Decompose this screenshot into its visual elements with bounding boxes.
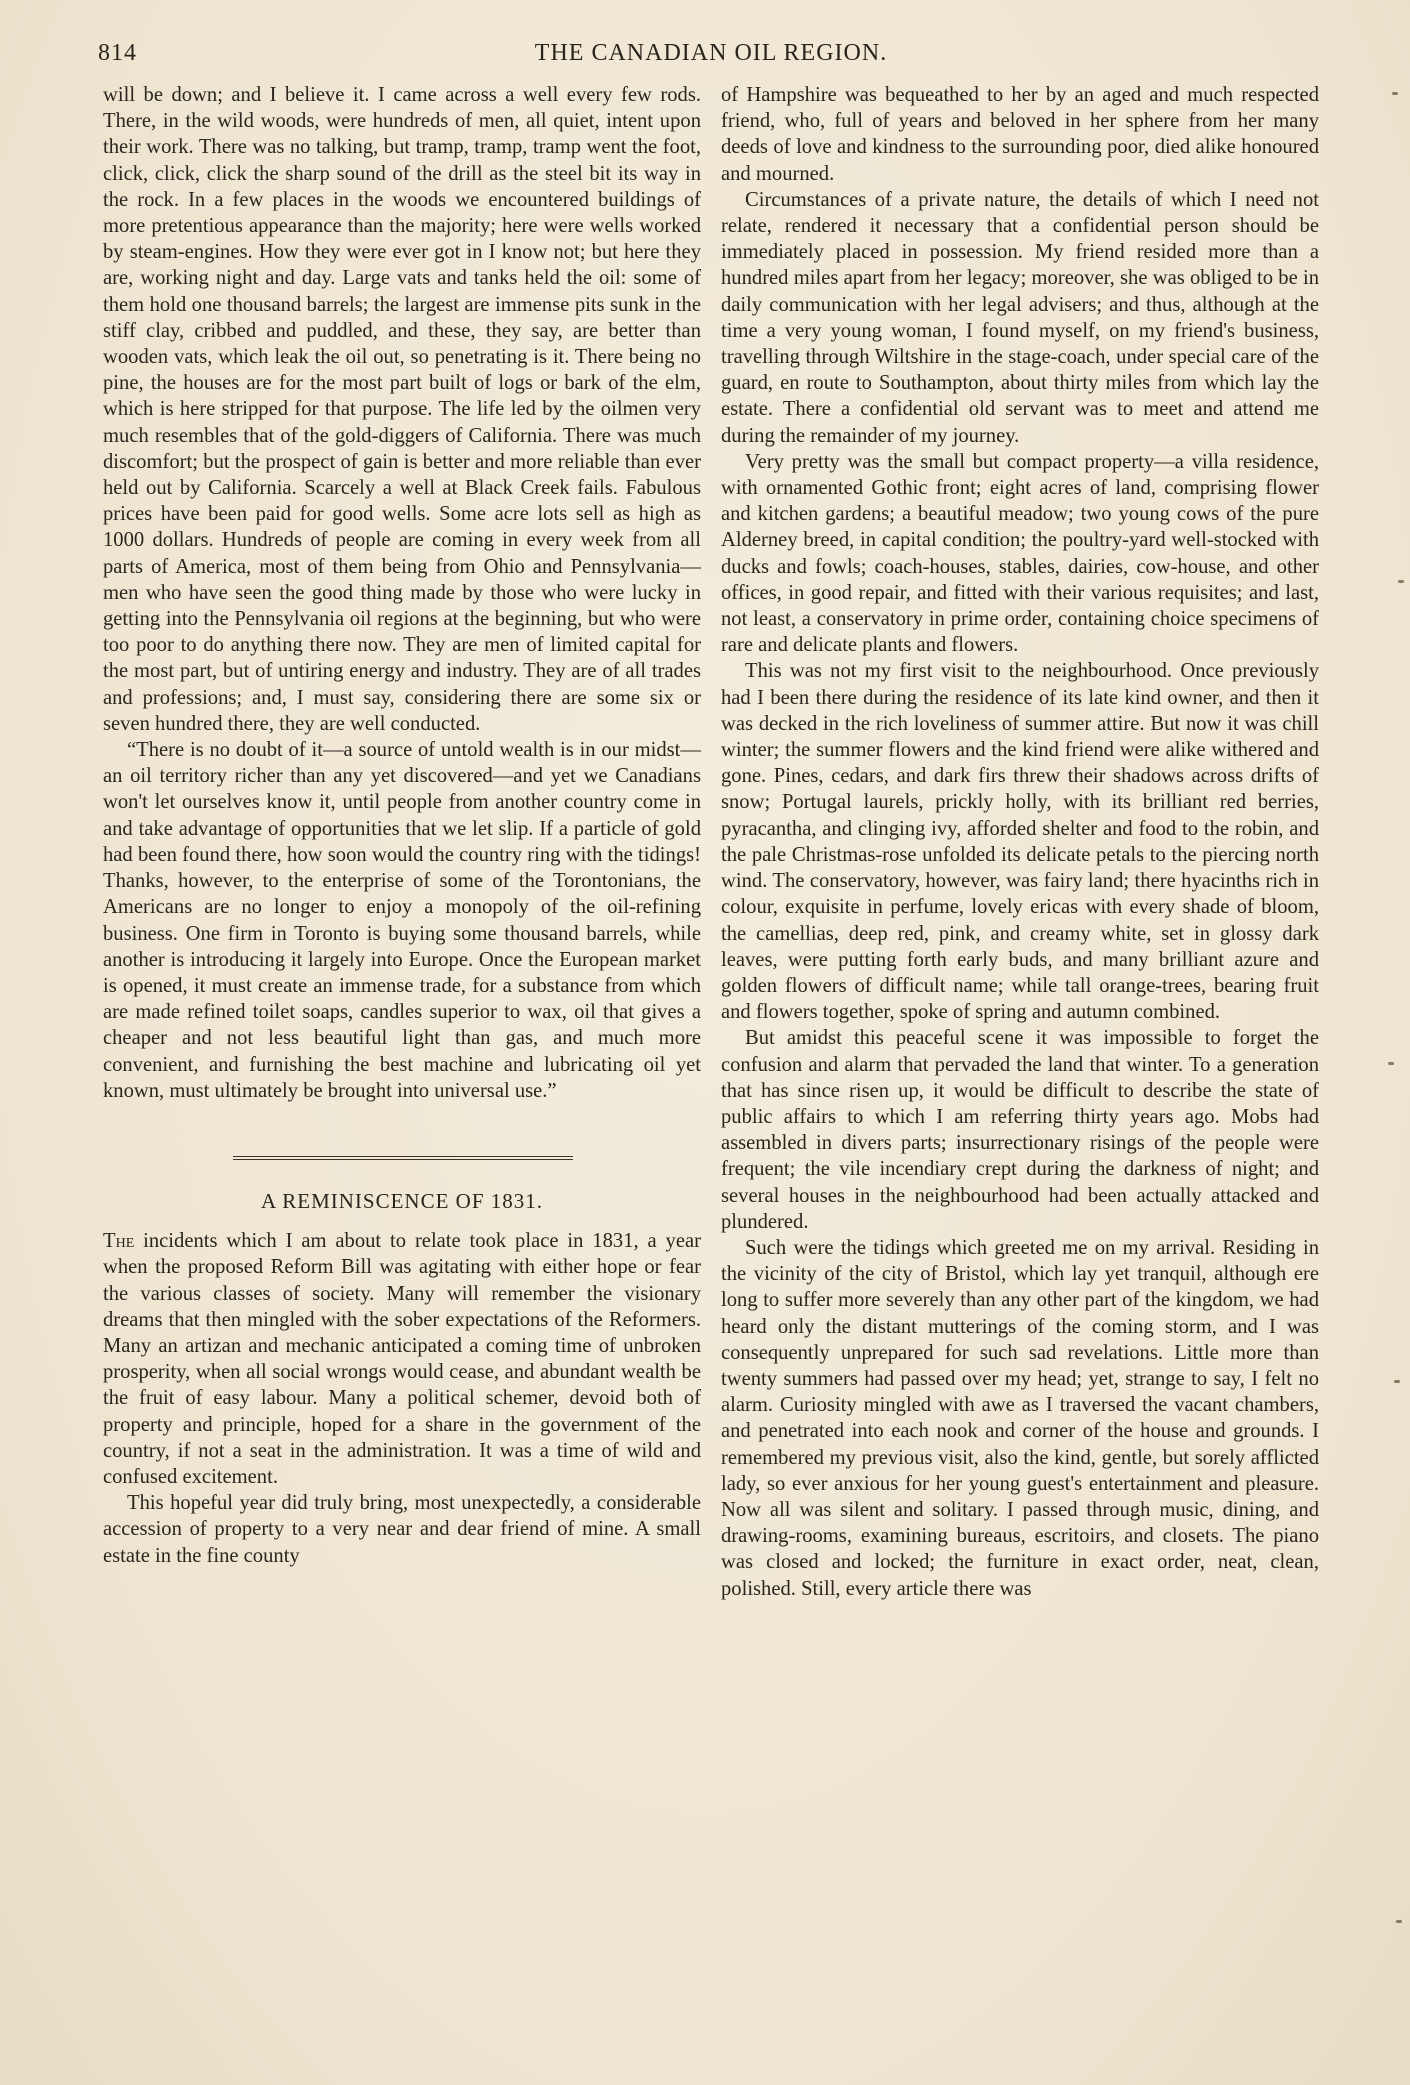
paragraph: “There is no doubt of it—a source of untold wealth is in our midst—an oil territory richer than any yet discovered—and yet we Canadians won't let ourselves know it, until people from another country come in and take advantage of opportunities that we let slip. If a particle of gold had been found there, how soon would the country ring with the tidings! Thanks, however, to the enterprise of some of the Torontonians, the Americans are no longer to enjoy a monopoly of the oil-refining business. One firm in Toronto is buying some thousand barrels, while another is introducing it largely into Europe. Once the European market is opened, it must create an immense trade, for a substance from which are made refined toilet soaps, candles superior to wax, oil that gives a cheaper and not less beautiful light than gas, and much more convenient, and furnishing the best machine and lubricating oil yet known, must ultimately be brought into universal use.”: [103, 739, 701, 1102]
page-header: [98, 36, 1324, 70]
section-divider: [103, 1134, 701, 1184]
section-first-word: The: [103, 1230, 135, 1253]
paragraph: Such were the tidings which greeted me on my arrival. Residing in the vicinity of the city of Bristol, which lay yet tranquil, although ere long to suffer more severely than any other part of the kingdom, we had heard only the distant mutterings of the coming storm, and I was consequently unprepared for such sad revelations. Little more than twenty summers had passed over my head; yet, strange to say, I felt no alarm. Curiosity mingled with awe as I traversed the vacant chambers, and penetrated into each nook and corner of the house and grounds. I remembered my previous visit, also the kind, gentle, but sorely afflicted lady, so ever anxious for her young guest's entertainment and pleasure. Now all was silent and solitary. I passed through music, dining, and drawing-rooms, examining bureaus, escritoirs, and closets. The piano was closed and locked; the furniture in exact order, neat, clean, polished. Still, every article there was: [721, 1236, 1319, 1600]
paragraph: This was not my first visit to the neighbourhood. Once previously had I been there during the residence of its late kind owner, and then it was decked in the rich loveliness of summer attire. But now it was chill winter; the summer flowers and the kind friend were alike withered and gone. Pines, cedars, and dark firs threw their shadows across drifts of snow; Portugal laurels, prickly holly, with its brilliant red berries, pyracantha, and clinging ivy, afforded shelter and food to the robin, and the pale Christmas-rose unfolded its delicate petals to the piercing north wind. The conservatory, however, was fairy land; there hyacinths rich in colour, exquisite in perfume, lovely ericas with every shade of bloom, the camellias, deep red, pink, and creamy white, set in glossy dark leaves, were putting forth early buds, and many brilliant azure and golden flowers of difficult name; while tall orange-trees, bearing fruit and flowers together, spoke of spring and autumn combined.: [721, 660, 1319, 1024]
section-paragraph-text: incidents which I am about to relate took place in 1831, a year when the proposed Reform Bill was agitating with either hope or fear the various classes of society. Many will remember the visionary dreams that then mingled with the sober expectations of the Reformers. Many an artizan and mechanic anticipated a coming time of unbroken prosperity, when all social wrongs would cease, and abundant wealth be the fruit of easy labour. Many a political schemer, devoid both of property and principle, hoped for a share in the government of the country, if not a seat in the administration. It was a time of wild and confused excitement.: [103, 1230, 701, 1488]
paragraph: But amidst this peaceful scene it was impossible to forget the confusion and alarm that pervaded the land that winter. To a generation that has since risen up, it would be difficult to describe the state of public affairs to which I am referring thirty years ago. Mobs had assembled in divers parts; insurrectionary risings of the people were frequent; the vile incendiary crept during the darkness of night; and several houses in the neighbourhood had been actually attacked and plundered.: [721, 1027, 1319, 1233]
paragraph: of Hampshire was bequeathed to her by an aged and much respected friend, who, full of years and beloved in her sphere from her many deeds of love and kindness to the surrounding poor, died alike honoured and mourned.: [721, 84, 1319, 185]
page-number: 814: [98, 40, 137, 66]
paragraph: Very pretty was the small but compact property—a villa residence, with ornamented Gothic front; eight acres of land, comprising flower and kitchen gardens; a beautiful meadow; two young cows of the pure Alderney breed, in capital condition; the poultry-yard well-stocked with ducks and fowls; coach-houses, stables, dairies, cow-house, and other offices, in good repair, and fitted with their various requisites; and last, not least, a conservatory in prime order, containing choice specimens of rare and delicate plants and flowers.: [721, 450, 1319, 657]
section-paragraph: This hopeful year did truly bring, most unexpectedly, a considerable accession of property to a very near and dear friend of mine. A small estate in the fine county: [103, 1492, 701, 1567]
paragraph: Circumstances of a private nature, the details of which I need not relate, rendered it necessary that a confidential person should be immediately placed in possession. My friend resided more than a hundred miles apart from her legacy; moreover, she was obliged to be in daily communication with her legal advisers; and thus, although at the time a very young woman, I found myself, on my friend's business, travelling through Wiltshire in the stage-coach, under special care of the guard, en route to Southampton, about thirty miles from which lay the estate. There a confidential old servant was to meet and attend me during the remainder of my journey.: [721, 188, 1319, 447]
section-paragraph: [103, 1228, 701, 1490]
section-title: A REMINISCENCE OF 1831.: [260, 1188, 544, 1213]
paragraph: will be down; and I believe it. I came across a well every few rods. There, in the wild woods, were hundreds of men, all quiet, intent upon their work. There was no talking, but tramp, tramp, tramp went the foot, click, click, click the sharp sound of the drill as the steel bit its way in the rock. In a few places in the woods we encountered buildings of more pretentious appearance than the majority; here were wells worked by steam-engines. How they were ever got in I know not; but here they are, working night and day. Large vats and tanks held the oil: some of them hold one thousand barrels; the largest are immense pits sunk in the stiff clay, cribbed and puddled, and these, they say, are better than wooden vats, which leak the oil out, so penetrating is it. There being no pine, the houses are for the most part built of logs or bark of the elm, which is here stripped for that purpose. The life led by the oilmen very much resembles that of the gold-diggers of California. There was much discomfort; but the prospect of gain is better and more reliable than ever held out by California. Scarcely a well at Black Creek fails. Fabulous prices have been paid for good wells. Some acre lots sell as high as 1000 dollars. Hundreds of people are coming in every week from all parts of America, most of them being from Ohio and Pennsylvania—men who have seen the good thing made by those who were lucky in getting into the Pennsylvania oil regions at the beginning, but who were too poor to do anything there now. They are men of limited capital for the most part, but of untiring energy and industry. They are of all trades and professions; and, I must say, considering there are some six or seven hundred there, they are well conducted.: [103, 84, 701, 735]
right-column: [721, 82, 1319, 1602]
running-head: THE CANADIAN OIL REGION.: [534, 40, 888, 66]
left-column: [103, 82, 701, 1569]
